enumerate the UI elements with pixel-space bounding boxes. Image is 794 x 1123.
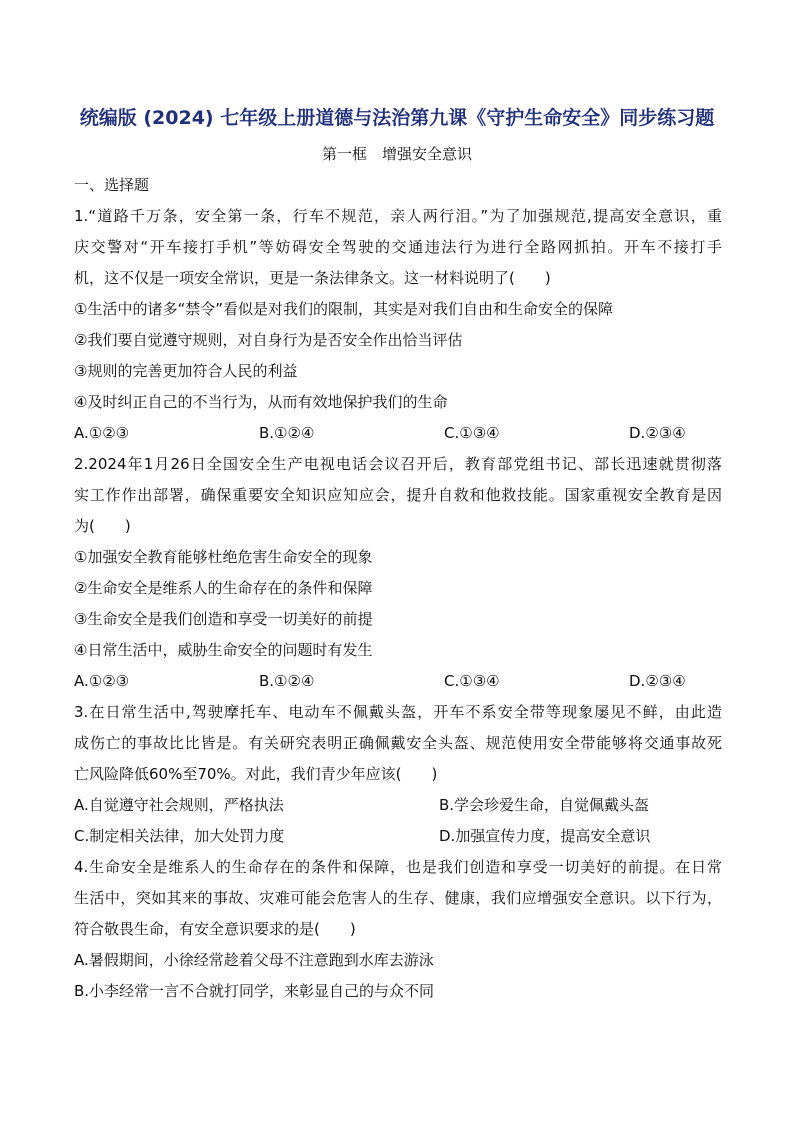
option-c: C.①③④ [444, 424, 500, 442]
question-stem-line: 生活中，突如其来的事故、灾难可能会危害人的生存、健康，我们应增强安全意识。以下行为， [74, 889, 722, 907]
answer-options-row [74, 821, 722, 852]
question-stem-line: 3.在日常生活中,驾驶摩托车、电动车不佩戴头盔，开车不系安全带等现象屡见不鲜，由此造 [74, 703, 722, 721]
statement-3: ③规则的完善更加符合人民的利益 [74, 362, 298, 380]
option-b: B.学会珍爱生命，自觉佩戴头盔 [439, 796, 650, 814]
answer-options [74, 666, 722, 697]
option-b: B.①②④ [259, 424, 315, 442]
question-stem-line: 符合敬畏生命，有安全意识要求的是( ) [74, 920, 356, 938]
statement-1: ①加强安全教育能够杜绝危害生命安全的现象 [74, 548, 373, 566]
question-stem-line: 1.“道路千万条，安全第一条，行车不规范，亲人两行泪。”为了加强规范,提高安全意识，重 [74, 207, 722, 225]
statement-4: ④及时纠正自己的不当行为，从而有效地保护我们的生命 [74, 393, 448, 411]
statement-1: ①生活中的诸多“禁令”看似是对我们的限制，其实是对我们自由和生命安全的保障 [74, 300, 613, 318]
question-stem-line: 4.生命安全是维系人的生命存在的条件和保障，也是我们创造和享受一切美好的前提。在日常 [74, 858, 722, 876]
statement-2: ②生命安全是维系人的生命存在的条件和保障 [74, 579, 373, 597]
question-stem-line: 为( ) [74, 517, 131, 535]
question-content [74, 170, 722, 1007]
statement-4: ④日常生活中，威胁生命安全的问题时有发生 [74, 641, 373, 659]
question-stem-line: 机，这不仅是一项安全常识，更是一条法律条文。这一材料说明了( ) [74, 269, 551, 287]
option-b: B.小李经常一言不合就打同学，来彰显自己的与众不同 [74, 982, 435, 1000]
option-a: A.①②③ [74, 672, 130, 690]
document-title: 统编版 (2024) 七年级上册道德与法治第九课《守护生命安全》同步练习题 [79, 107, 715, 129]
option-c: C.①③④ [444, 672, 500, 690]
option-a: A.①②③ [74, 424, 130, 442]
option-c: C.制定相关法律，加大处罚力度 [74, 827, 285, 845]
option-d: D.②③④ [629, 424, 686, 442]
document-subtitle: 第一框 增强安全意识 [321, 145, 472, 163]
question-stem-line: 实工作作出部署，确保重要安全知识应知应会，提升自救和他救技能。国家重视安全教育是因 [74, 486, 722, 504]
question-2 [74, 449, 722, 697]
question-stem-line: 成伤亡的事故比比皆是。有关研究表明正确佩戴安全头盔、规范使用安全带能够将交通事故死 [74, 734, 722, 752]
answer-options [74, 418, 722, 449]
section-heading: 一、选择题 [74, 176, 150, 194]
option-d: D.②③④ [629, 672, 686, 690]
question-stem-line: 亡风险降低60%至70%。对此，我们青少年应该( ) [74, 765, 438, 783]
statement-2: ②我们要自觉遵守规则，对自身行为是否安全作出恰当评估 [74, 331, 463, 349]
question-4 [74, 852, 722, 1007]
option-a: A.暑假期间，小徐经常趁着父母不注意跑到水库去游泳 [74, 951, 434, 969]
question-1 [74, 201, 722, 449]
statement-3: ③生命安全是我们创造和享受一切美好的前提 [74, 610, 373, 628]
option-a: A.自觉遵守社会规则，严格执法 [74, 796, 284, 814]
option-d: D.加强宣传力度，提高安全意识 [439, 827, 651, 845]
option-b: B.①②④ [259, 672, 315, 690]
answer-options-row [74, 790, 722, 821]
question-stem-line: 2.2024年1月26日全国安全生产电视电话会议召开后，教育部党组书记、部长迅速就贯彻落 [74, 455, 722, 473]
question-stem-line: 庆交警对“开车接打手机”等妨碍安全驾驶的交通违法行为进行全路网抓拍。开车不接打手 [74, 238, 722, 256]
question-3 [74, 697, 722, 852]
